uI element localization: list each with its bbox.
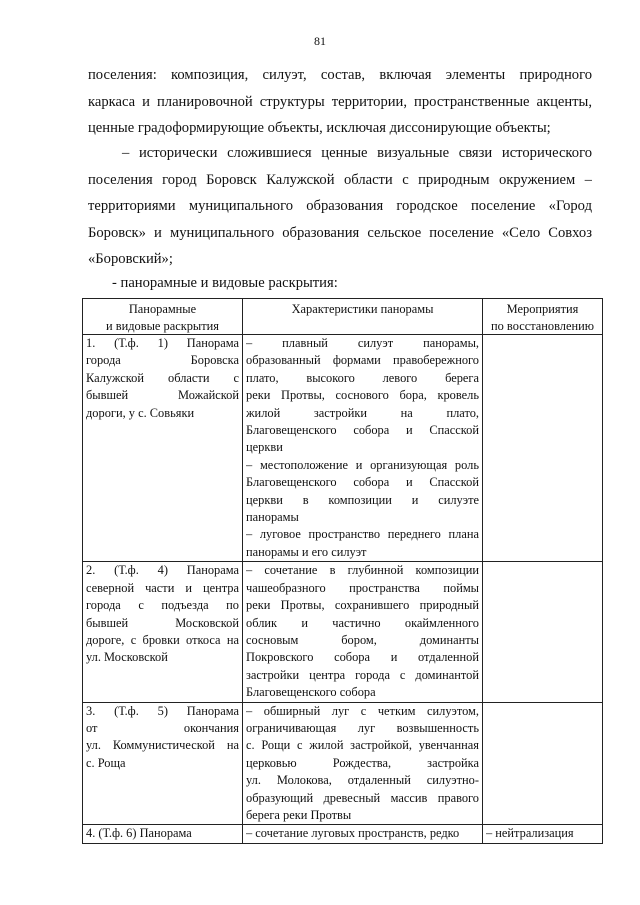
- cell-line: – нейтрализация: [486, 826, 574, 841]
- header-panoramas: [83, 299, 243, 335]
- table-cell-col1: [83, 702, 243, 825]
- cell-line: Благовещенского собора и Спасской: [246, 475, 479, 490]
- paragraph-3: [88, 270, 592, 297]
- cell-line: панорамы: [246, 510, 299, 525]
- cell-line: – местоположение и организующая роль: [246, 457, 479, 472]
- cell-line: ограничивающая луг возвышенность: [246, 720, 479, 735]
- text-line: «Боровский»;: [88, 251, 173, 267]
- table-row: [83, 702, 603, 825]
- cell-line: Благовещенского собора и Спасской: [246, 423, 479, 438]
- cell-line: Покровского собора и отдаленной: [246, 650, 479, 665]
- cell-line: – луговое пространство переднего плана: [246, 527, 479, 542]
- table-cell-col3: [483, 562, 603, 702]
- cell-line: – сочетание луговых пространств, редко: [246, 826, 460, 841]
- header-line: Панорамные: [128, 302, 197, 316]
- paragraph-2: [88, 140, 592, 273]
- table-row: [83, 562, 603, 702]
- table-row: [83, 825, 603, 843]
- text-line: – исторически сложившиеся ценные визуальные связи исторического: [122, 145, 592, 161]
- text-line: поселения: композиция, силуэт, состав, включая элементы природного: [88, 67, 592, 83]
- cell-line: Благовещенского собора: [246, 685, 376, 700]
- text-line: поселения город Боровск Калужской области с природным окружением –: [88, 171, 592, 188]
- text-line: ценные градоформирующие объекты, исключая диссонирующие объекты;: [88, 120, 551, 136]
- cell-line: дороги, у с. Совьяки: [86, 405, 195, 420]
- text-line: каркаса и планировочной структуры территории, пространственные акценты,: [88, 93, 592, 110]
- cell-line: дороге, с бровки откоса на: [86, 632, 239, 647]
- cell-line: плато, высокого левого берега: [246, 370, 479, 385]
- cell-line: 2. (Т.ф. 4) Панорама: [86, 563, 239, 578]
- cell-line: – обширный луг с четким силуэтом,: [246, 703, 479, 718]
- header-measures: [483, 299, 603, 335]
- table-row: [83, 335, 603, 562]
- cell-line: северной части и центра: [86, 580, 239, 595]
- cell-line: реки Протвы, соснового бора, кровель: [246, 388, 479, 403]
- table-cell-col2: [243, 825, 483, 843]
- table-cell-col2: [243, 562, 483, 702]
- table-cell-col3: [483, 702, 603, 825]
- table-header-row: [83, 299, 603, 335]
- cell-line: застройки центра города с доминантой: [246, 667, 479, 682]
- header-characteristics: [243, 299, 483, 335]
- table-cell-col1: [83, 335, 243, 562]
- cell-line: города с подъезда по: [86, 598, 239, 613]
- cell-line: реки Протвы, сохранившего природный: [246, 598, 479, 613]
- cell-line: образованный формами правобережного: [246, 353, 479, 368]
- cell-line: церкви в композиции и силуэте: [246, 492, 479, 507]
- cell-line: с. Роща: [86, 755, 126, 770]
- cell-line: Калужской области с: [86, 370, 239, 385]
- text-line: территориями муниципального образования городское поселение «Город: [88, 198, 592, 214]
- cell-line: церковью Рождества, застройка: [246, 755, 479, 770]
- text-line: - панорамные и видовые раскрытия:: [112, 275, 338, 291]
- cell-line: – сочетание в глубинной композиции: [246, 563, 479, 578]
- cell-line: чашеобразного пространства поймы: [246, 580, 479, 595]
- cell-line: ул. Коммунистической на: [86, 738, 239, 753]
- cell-line: бывшей Московской: [86, 615, 239, 630]
- table-cell-col1: [83, 825, 243, 843]
- cell-line: облик и частично окаймленного: [246, 615, 479, 630]
- table-cell-col2: [243, 702, 483, 825]
- table-cell-col2: [243, 335, 483, 562]
- cell-line: от окончания: [86, 720, 239, 735]
- cell-line: панорамы и его силуэт: [246, 544, 367, 559]
- cell-line: – плавный силуэт панорамы,: [246, 336, 479, 350]
- cell-line: города Боровска: [86, 353, 239, 368]
- cell-line: 1. (Т.ф. 1) Панорама: [86, 336, 239, 350]
- cell-line: церкви: [246, 440, 283, 455]
- page-number: 81: [314, 34, 326, 48]
- paragraph-1: [88, 62, 592, 142]
- cell-line: сосновым бором, доминанты: [246, 632, 479, 647]
- cell-line: бывшей Можайской: [86, 388, 239, 403]
- header-line: Характеристики панорамы: [291, 302, 434, 316]
- header-line: по восстановлению: [491, 318, 594, 333]
- cell-line: жилой застройки на плато,: [246, 405, 479, 420]
- cell-line: 4. (Т.ф. 6) Панорама: [86, 826, 192, 841]
- text-line: Боровск» и муниципального образования сельское поселение «Село Совхоз: [88, 224, 592, 241]
- panorama-table: [82, 298, 603, 844]
- table-cell-col1: [83, 562, 243, 702]
- cell-line: ул. Молокова, отдаленный силуэтно-: [246, 773, 479, 788]
- cell-line: с. Рощи с жилой застройкой, увенчанная: [246, 738, 479, 753]
- cell-line: берега реки Протвы: [246, 807, 352, 822]
- header-line: Мероприятия: [506, 302, 579, 316]
- cell-line: образующий древесный массив правого: [246, 790, 479, 805]
- table-cell-col3: [483, 825, 603, 843]
- table-cell-col3: [483, 335, 603, 562]
- header-line: и видовые раскрытия: [106, 318, 219, 333]
- cell-line: 3. (Т.ф. 5) Панорама: [86, 703, 239, 718]
- cell-line: ул. Московской: [86, 650, 168, 665]
